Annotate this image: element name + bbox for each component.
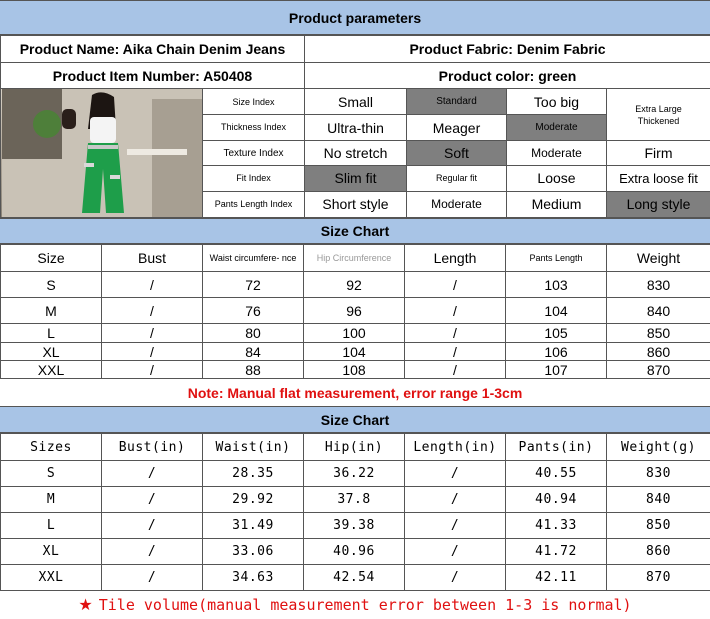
cell: 830 bbox=[607, 272, 710, 298]
table-row bbox=[1, 513, 710, 539]
cell: 830 bbox=[607, 461, 710, 487]
size-chart-title: Size Chart bbox=[320, 223, 390, 239]
size-index-label: Size Index bbox=[203, 89, 305, 115]
table-row bbox=[1, 461, 710, 487]
col-bust: Bust bbox=[102, 245, 203, 272]
col-bust-in: Bust(in) bbox=[102, 434, 203, 461]
cell: 39.38 bbox=[304, 513, 405, 539]
cell: XL bbox=[1, 539, 102, 565]
cell: 840 bbox=[607, 298, 710, 324]
cell: S bbox=[1, 461, 102, 487]
col-waist: Waist circumfere- nce bbox=[203, 245, 304, 272]
cell: / bbox=[102, 565, 203, 591]
fit-regular: Regular fit bbox=[407, 165, 507, 191]
product-info-table bbox=[0, 35, 710, 89]
length-moderate: Moderate bbox=[407, 191, 507, 217]
table-row bbox=[1, 343, 710, 361]
cell: 105 bbox=[506, 324, 607, 343]
cell: 840 bbox=[607, 487, 710, 513]
product-fabric: Product Fabric: Denim Fabric bbox=[305, 36, 710, 63]
cell: 28.35 bbox=[203, 461, 304, 487]
thickness-ultra-thin: Ultra-thin bbox=[305, 115, 407, 141]
texture-soft-selected: Soft bbox=[407, 141, 507, 165]
cell: 104 bbox=[304, 343, 405, 361]
size-standard-selected: Standard bbox=[407, 89, 507, 115]
size-chart-cm-header-row bbox=[1, 245, 710, 272]
cell: M bbox=[1, 487, 102, 513]
texture-no-stretch: No stretch bbox=[305, 141, 407, 165]
cell: 37.8 bbox=[304, 487, 405, 513]
col-size: Size bbox=[1, 245, 102, 272]
cell: 870 bbox=[607, 361, 710, 379]
table-row bbox=[1, 361, 710, 379]
cell: 29.92 bbox=[203, 487, 304, 513]
cell: 40.94 bbox=[506, 487, 607, 513]
cell: / bbox=[405, 539, 506, 565]
cell: 870 bbox=[607, 565, 710, 591]
table-row bbox=[1, 272, 710, 298]
page-title: Product parameters bbox=[288, 9, 422, 26]
cell: 42.54 bbox=[304, 565, 405, 591]
size-too-big: Too big bbox=[507, 89, 607, 115]
cell: XXL bbox=[1, 565, 102, 591]
col-length-in: Length(in) bbox=[405, 434, 506, 461]
cell: / bbox=[102, 513, 203, 539]
size-chart-in-header bbox=[0, 406, 710, 433]
measurement-note-text: Note: Manual flat measurement, error range 1-3cm bbox=[187, 385, 523, 401]
size-chart-title-2: Size Chart bbox=[320, 411, 390, 428]
table-row bbox=[1, 539, 710, 565]
cell: / bbox=[405, 272, 506, 298]
cell: 100 bbox=[304, 324, 405, 343]
cell: L bbox=[1, 513, 102, 539]
cell: 850 bbox=[607, 324, 710, 343]
cell: 31.49 bbox=[203, 513, 304, 539]
cell: / bbox=[102, 461, 203, 487]
cell: / bbox=[405, 565, 506, 591]
fit-loose: Loose bbox=[507, 165, 607, 191]
size-chart-in-header-row bbox=[1, 434, 710, 461]
cell: XL bbox=[1, 343, 102, 361]
col-pants-in: Pants(in) bbox=[506, 434, 607, 461]
cell: 107 bbox=[506, 361, 607, 379]
col-sizes: Sizes bbox=[1, 434, 102, 461]
col-weight-g: Weight(g) bbox=[607, 434, 710, 461]
cell: M bbox=[1, 298, 102, 324]
length-short-style: Short style bbox=[305, 191, 407, 217]
cell: / bbox=[102, 343, 203, 361]
size-extra-large: Extra Large bbox=[635, 103, 682, 114]
cell: / bbox=[102, 487, 203, 513]
cell: / bbox=[405, 461, 506, 487]
measurement-note bbox=[0, 380, 710, 406]
fit-extra-loose: Extra loose fit bbox=[607, 165, 710, 191]
cell: 41.72 bbox=[506, 539, 607, 565]
texture-firm: Firm bbox=[607, 141, 710, 165]
cell: 41.33 bbox=[506, 513, 607, 539]
cell: 40.55 bbox=[506, 461, 607, 487]
cell: 860 bbox=[607, 539, 710, 565]
cell: 850 bbox=[607, 513, 710, 539]
size-chart-cm-header bbox=[0, 218, 710, 244]
cell: 108 bbox=[304, 361, 405, 379]
size-extra-large-thickened bbox=[607, 89, 710, 141]
thickness-index-label: Thickness Index bbox=[203, 115, 305, 141]
cell: 860 bbox=[607, 343, 710, 361]
model-photo-image bbox=[2, 89, 202, 217]
pants-length-index-label: Pants Length Index bbox=[203, 191, 305, 217]
star-icon: ★ bbox=[78, 597, 93, 614]
table-row bbox=[1, 487, 710, 513]
texture-moderate: Moderate bbox=[507, 141, 607, 165]
cell: 106 bbox=[506, 343, 607, 361]
cell: 88 bbox=[203, 361, 304, 379]
cell: / bbox=[102, 324, 203, 343]
cell: XXL bbox=[1, 361, 102, 379]
cell: / bbox=[405, 513, 506, 539]
cell: / bbox=[405, 298, 506, 324]
cell: / bbox=[405, 343, 506, 361]
cell: / bbox=[102, 539, 203, 565]
cell: 33.06 bbox=[203, 539, 304, 565]
product-color: Product color: green bbox=[305, 63, 710, 89]
cell: / bbox=[405, 487, 506, 513]
footnote bbox=[0, 593, 710, 617]
thickness-thickened: Thickened bbox=[637, 115, 680, 126]
cell: 80 bbox=[203, 324, 304, 343]
cell: 76 bbox=[203, 298, 304, 324]
table-row bbox=[1, 565, 710, 591]
cell: 96 bbox=[304, 298, 405, 324]
cell: / bbox=[405, 361, 506, 379]
col-length: Length bbox=[405, 245, 506, 272]
cell: L bbox=[1, 324, 102, 343]
cell: / bbox=[102, 361, 203, 379]
cell: / bbox=[102, 298, 203, 324]
length-medium: Medium bbox=[507, 191, 607, 217]
size-chart-cm-table bbox=[0, 244, 710, 379]
cell: / bbox=[405, 324, 506, 343]
cell: 72 bbox=[203, 272, 304, 298]
product-name: Product Name: Aika Chain Denim Jeans bbox=[1, 36, 305, 63]
col-pants-length: Pants Length bbox=[506, 245, 607, 272]
cell: 40.96 bbox=[304, 539, 405, 565]
parameter-index-table bbox=[0, 88, 710, 218]
table-row bbox=[1, 298, 710, 324]
product-photo bbox=[1, 89, 203, 218]
col-waist-in: Waist(in) bbox=[203, 434, 304, 461]
cell: 36.22 bbox=[304, 461, 405, 487]
cell: 42.11 bbox=[506, 565, 607, 591]
col-weight: Weight bbox=[607, 245, 710, 272]
cell: 34.63 bbox=[203, 565, 304, 591]
size-small: Small bbox=[305, 89, 407, 115]
table-row bbox=[1, 324, 710, 343]
thickness-moderate-selected: Moderate bbox=[507, 115, 607, 141]
cell: S bbox=[1, 272, 102, 298]
thickness-meager: Meager bbox=[407, 115, 507, 141]
cell: 103 bbox=[506, 272, 607, 298]
cell: / bbox=[102, 272, 203, 298]
size-chart-in-table bbox=[0, 433, 710, 591]
col-hip-in: Hip(in) bbox=[304, 434, 405, 461]
length-long-style-selected: Long style bbox=[607, 191, 710, 217]
fit-slim-selected: Slim fit bbox=[305, 165, 407, 191]
fit-index-label: Fit Index bbox=[203, 165, 305, 191]
texture-index-label: Texture Index bbox=[203, 141, 305, 165]
cell: 92 bbox=[304, 272, 405, 298]
product-item-number: Product Item Number: A50408 bbox=[1, 63, 305, 89]
cell: 84 bbox=[203, 343, 304, 361]
col-hip: Hip Circumference bbox=[304, 245, 405, 272]
footnote-text: Tile volume(manual measurement error between 1-3 is normal) bbox=[98, 596, 632, 614]
cell: 104 bbox=[506, 298, 607, 324]
product-parameters-header bbox=[0, 0, 710, 35]
